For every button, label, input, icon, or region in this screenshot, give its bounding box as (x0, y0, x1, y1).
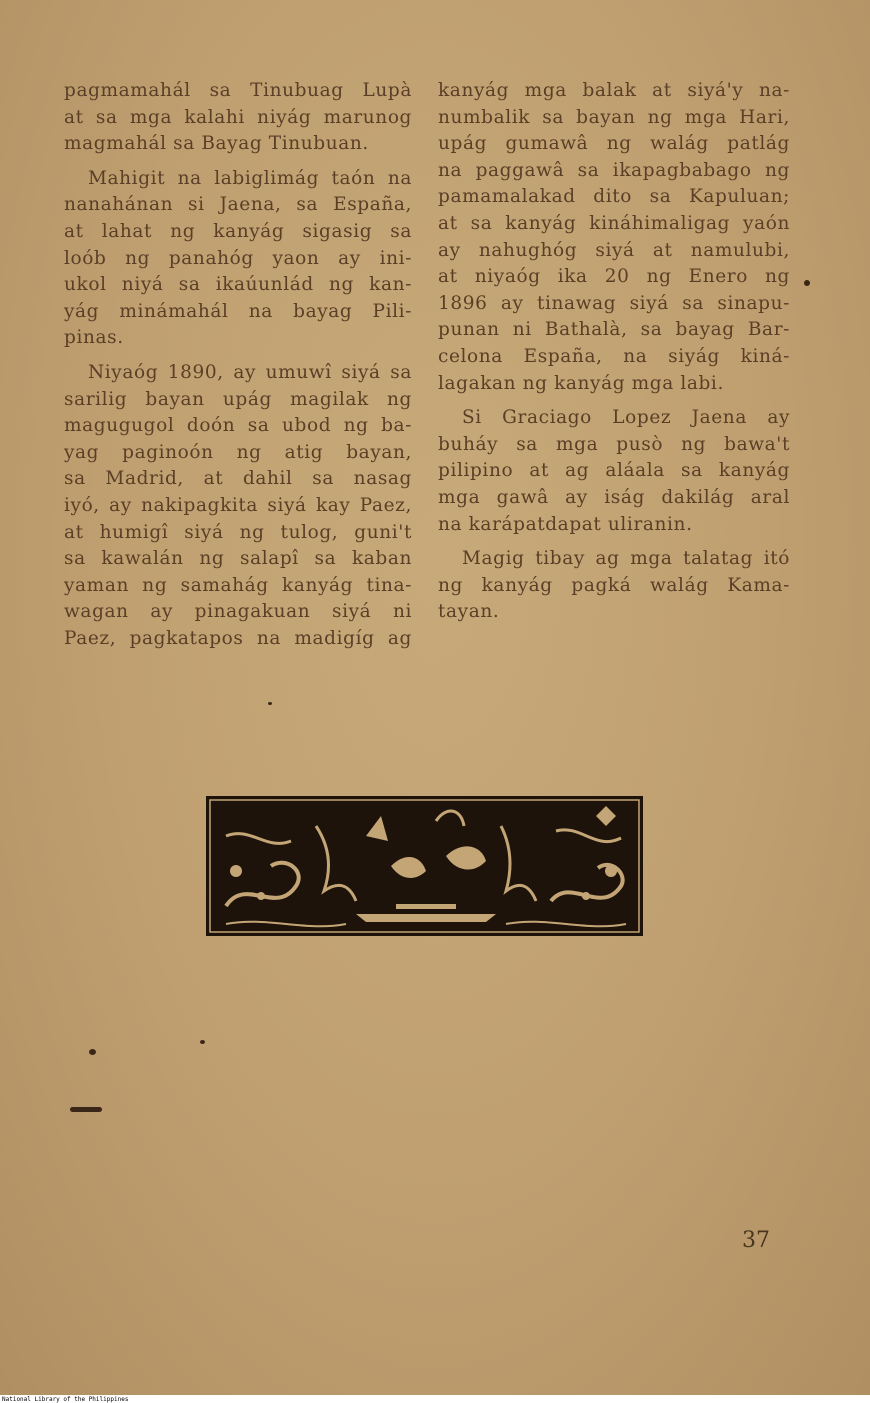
text-line: na paggawâ sa ikapagbabago ng (438, 159, 790, 181)
text-line: Mahigit na labiglimág taón na (88, 167, 412, 189)
ink-speck (200, 1040, 205, 1044)
text-line: ay nahughóg siyá at namulubi, (438, 239, 790, 261)
text-line: iyó, ay nakipagkita siyá kay Paez, (64, 494, 412, 516)
paragraph (438, 78, 790, 397)
text-line: nanahánan si Jaena, sa España, (64, 194, 412, 216)
right-text-column (438, 78, 790, 634)
text-line: at lahat ng kanyág sigasig sa (64, 220, 412, 242)
text-line: loób ng panahóg yaon ay ini- (64, 247, 412, 269)
text-line: ukol niyá sa ikaúunlád ng kan- (64, 274, 412, 296)
text-line: pagmamahál sa Tinubuag Lupà (64, 80, 412, 101)
text-line: Paez, pagkatapos na madigíg ag (64, 627, 412, 649)
text-line: pilipino at ag aláala sa kanyág (438, 460, 790, 482)
text-line: Niyaóg 1890, ay umuwî siyá sa (88, 361, 412, 383)
decorative-vignette-icon (206, 796, 643, 936)
paragraph (64, 78, 412, 158)
text-line: at sa mga kalahi niyág marunog (64, 106, 412, 128)
text-line: celona España, na siyág kiná- (438, 345, 790, 367)
text-line: sa Madrid, at dahil sa nasag (64, 468, 412, 490)
text-line: wagan ay pinagakuan siyá ni (64, 601, 412, 623)
footer-credit: National Library of the Philippines (2, 1396, 129, 1403)
text-line: punan ni Bathalà, sa bayag Bar- (438, 319, 790, 341)
text-line: at humigî siyá ng tulog, guni't (64, 521, 412, 543)
text-line: yag paginoón ng atig bayan, (64, 441, 412, 463)
text-line: lagakan ng kanyág mga labi. (438, 372, 724, 394)
text-line: magugugol doón sa ubod ng ba- (64, 415, 412, 437)
text-line: sa kawalán ng salapî sa kaban (64, 548, 412, 570)
text-line: ng kanyág pagká walág Kama- (438, 574, 790, 596)
text-line: sarilig bayan upág magilak ng (64, 388, 412, 410)
text-line: 1896 ay tinawag siyá sa sinapu- (438, 292, 790, 314)
text-line: tayan. (438, 601, 500, 623)
text-line: buháy sa mga pusò ng bawa't (438, 433, 790, 455)
ink-speck (89, 1049, 96, 1055)
ink-speck (804, 280, 810, 286)
text-line: mga gawâ ay iság dakilág aral (438, 486, 790, 508)
text-line: pamamalakad dito sa Kapuluan; (438, 186, 790, 208)
footer-strip (0, 1395, 870, 1403)
text-line: magmahál sa Bayag Tinubuan. (64, 133, 369, 155)
text-line: yág minámahál na bayag Pili- (64, 300, 412, 322)
text-line: kanyág mga balak at siyá'y na- (438, 80, 790, 101)
text-line: upág gumawâ ng walág patlág (438, 133, 790, 155)
paragraph (64, 166, 412, 352)
text-line: at niyaóg ika 20 ng Enero ng (438, 266, 790, 288)
text-line: numbalik sa bayan ng mga Hari, (438, 106, 790, 128)
text-line: yaman ng samahág kanyág tina- (64, 574, 412, 596)
text-line: Si Graciago Lopez Jaena ay (462, 407, 790, 429)
paragraph (438, 546, 790, 626)
left-text-column (64, 78, 412, 660)
ink-speck (70, 1107, 102, 1112)
ink-speck (268, 702, 272, 705)
page-number: 37 (742, 1228, 770, 1253)
text-line: pinas. (64, 327, 124, 349)
paragraph (64, 360, 412, 653)
text-line: Magig tibay ag mga talatag itó (462, 548, 790, 570)
text-line: at sa kanyág kináhimaligag yaón (438, 212, 790, 234)
paragraph (438, 405, 790, 538)
text-line: na karápatdapat uliranin. (438, 513, 693, 535)
